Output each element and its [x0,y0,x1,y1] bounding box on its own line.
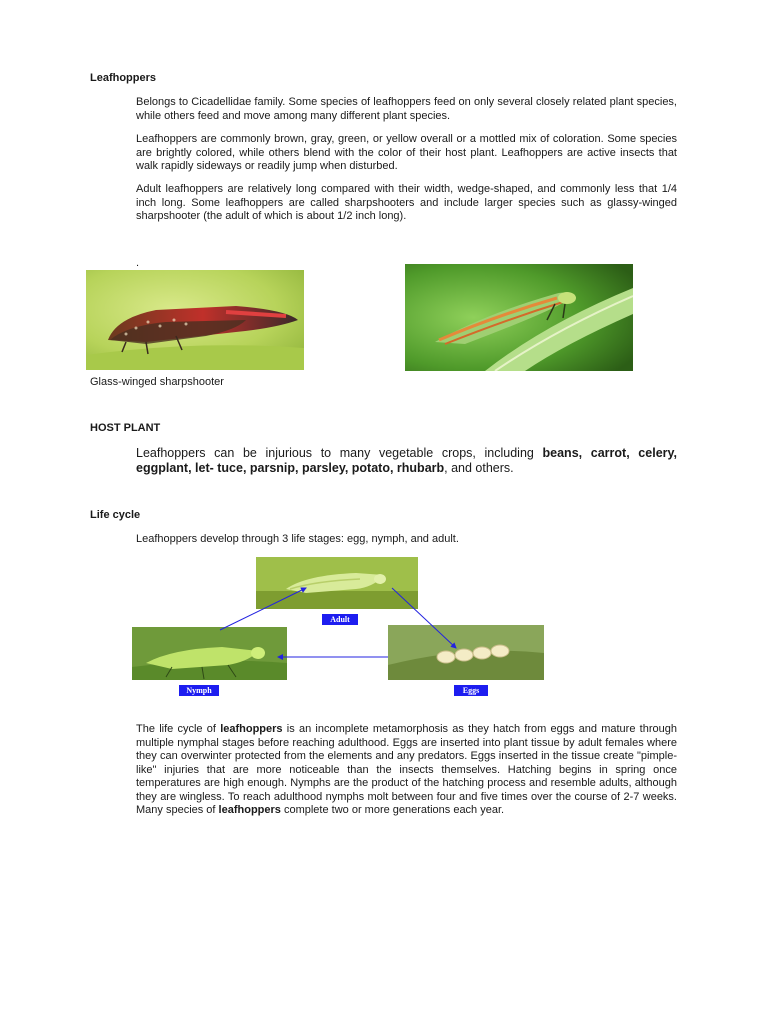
life-cycle-diagram [120,552,552,700]
lc-text-e: complete two or more generations each year. [280,804,505,816]
paragraph-coloration: Leafhoppers are commonly brown, gray, green, or yellow overall or a mottled mix of coloration. Some species are brightly colored, while others blend with the color of their host plant. Leafhoppers are active insects that walk rapidly sideways or readily jump when disturbed. [136,133,677,172]
photo-glassy-winged-sharpshooter [86,270,304,370]
paragraph-size: Adult leafhoppers are relatively long compared with their width, wedge-shaped, and commonly less that 1/4 inch long. Some leafhoppers are called sharpshooters and include larger species such as glassy-winged sharpshooter (the adult of which is about 1/2 inch long). [136,183,677,222]
life-cycle-intro: Leafhoppers develop through 3 life stages: egg, nymph, and adult. [136,533,459,545]
host-outro-text: , and others. [444,461,514,475]
photo-caption: Glass-winged sharpshooter [90,376,224,388]
host-crops-list: beans, carrot, celery, eggplant, let- tuce, parsnip, parsley, potato, rhubarb [136,446,678,475]
paragraph-family: Belongs to Cicadellidae family. Some species of leafhoppers feed on only several closely related plant species, while others feed and move among many different plant species. [136,96,677,122]
label-eggs: Eggs [454,685,488,696]
stray-dot: . [136,257,140,269]
lc-text-c: is an incomplete metamorphosis as they hatch from eggs and mature through multiple nymphal stages before reaching adulthood. Eggs are inserted into plant tissue by adult females where they can overwinter protected from the elements and any predators. Eggs inserted in the tissue create "pimple-like" injuries that are more noticeable than the insects themselves. Hatching begins in spring once temperatures are high enough. Nymphs are the product of the hatching process and resemble adults, although they are wingless. To reach adulthood nymphs molt between four and five times over the course of 2-7 weeks. Many species of [136,723,677,816]
lc-text-a: The life cycle of [136,723,221,735]
arrow-adult-to-eggs [392,588,456,648]
paragraph-host-crops [136,446,677,476]
host-intro-text: Leafhoppers can be injurious to many vegetable crops, including [136,446,543,460]
paragraph-life-cycle [136,723,677,818]
leafhopper-leaf-illustration [405,264,633,371]
lc-bold-leafhoppers-1: leafhoppers [220,723,283,735]
photo-leafhopper-on-leaf [405,264,633,371]
label-adult: Adult [322,614,358,625]
section-title-host-plant: HOST PLANT [90,422,161,434]
section-title-leafhoppers: Leafhoppers [90,72,157,84]
label-nymph: Nymph [179,685,219,696]
lc-bold-leafhoppers-2: leafhoppers [218,804,281,816]
life-cycle-arrows [120,552,552,700]
arrow-nymph-to-adult [220,588,306,630]
sharpshooter-illustration [86,270,304,370]
section-title-life-cycle: Life cycle [90,509,141,521]
